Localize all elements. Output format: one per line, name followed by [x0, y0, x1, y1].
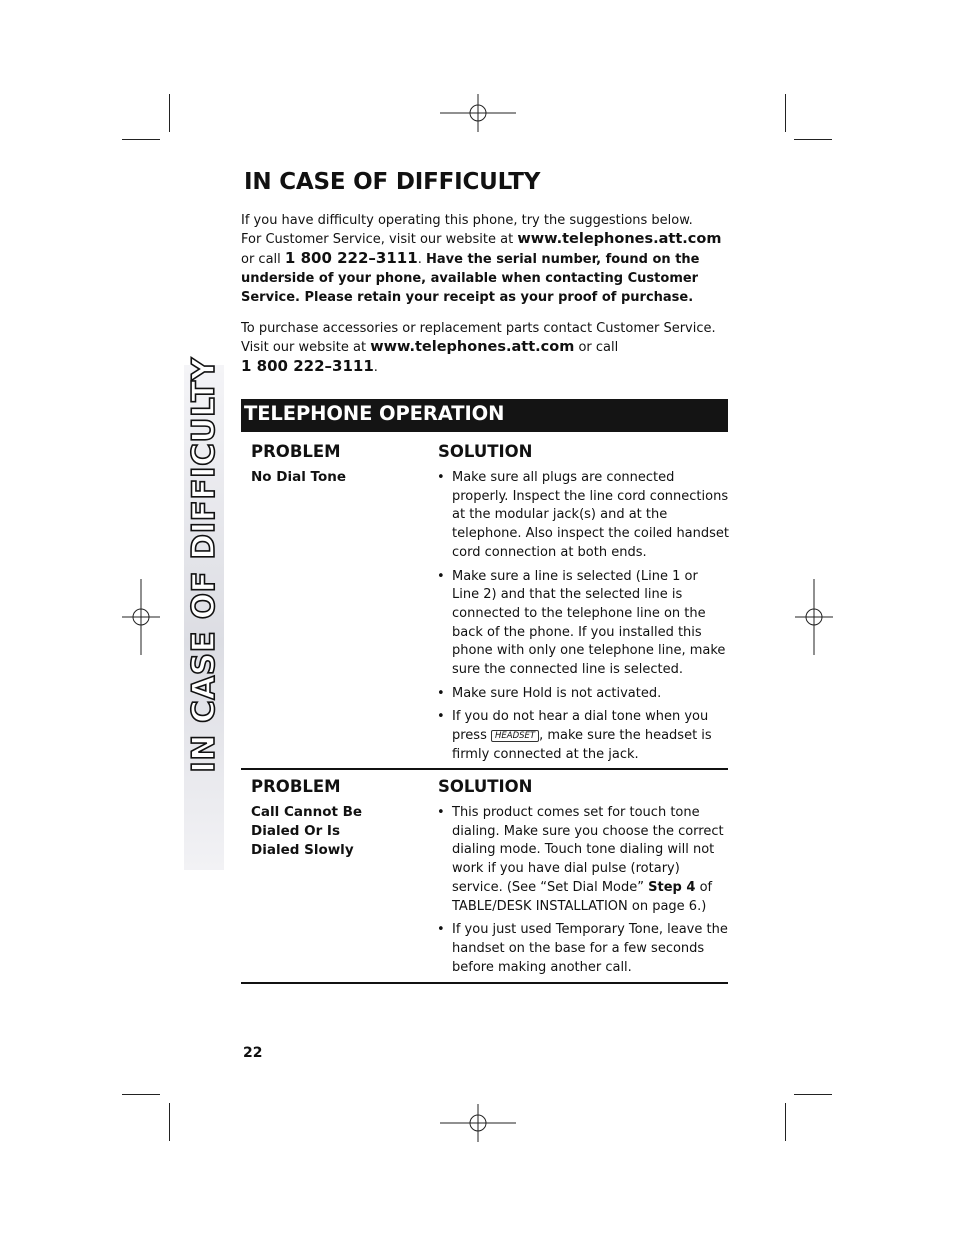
accessories-text: or call — [578, 340, 619, 355]
crop-mark — [169, 94, 170, 132]
problem-line: Dialed Or Is — [251, 823, 340, 839]
crop-mark — [169, 1103, 170, 1141]
phone-number: 1 800 222–3111 — [241, 357, 374, 375]
section-title: TELEPHONE OPERATION — [244, 402, 505, 425]
website-link[interactable]: www.telephones.att.com — [517, 231, 722, 247]
accessories-period: . — [373, 360, 378, 375]
registration-mark-icon — [440, 94, 516, 132]
solution-text: , make sure the headset is firmly connected at the jack. — [452, 728, 712, 762]
accessories-paragraph — [241, 319, 731, 377]
solution-item — [437, 804, 729, 916]
crop-mark — [794, 1094, 832, 1095]
solution-list — [437, 469, 729, 770]
intro-line: If you have difficulty operating this phone, try the suggestions below. — [241, 213, 693, 228]
page-number: 22 — [243, 1045, 263, 1061]
intro-text: For Customer Service, visit our website at — [241, 232, 514, 247]
serial-notice — [241, 249, 731, 307]
registration-mark-icon — [440, 1104, 516, 1142]
serial-notice-text: Have the serial number, found on the underside of your phone, available when contacting Customer Service. Please retain your receipt as your proof of purchase. — [241, 252, 700, 305]
solution-header: SOLUTION — [438, 442, 533, 461]
solution-item: • If you just used Temporary Tone, leave the handset on the base for a few seconds before making another call. — [437, 921, 729, 977]
accessories-line: To purchase accessories or replacement parts contact Customer Service. — [241, 321, 716, 336]
solution-header: SOLUTION — [438, 777, 533, 796]
registration-mark-icon — [795, 579, 833, 655]
page-title: IN CASE OF DIFFICULTY — [244, 169, 541, 195]
phone-number: 1 800 222–3111 — [284, 249, 418, 267]
crop-mark — [785, 1103, 786, 1141]
intro-period: . — [417, 252, 422, 267]
intro-text: or call — [241, 252, 281, 267]
accessories-line — [241, 357, 731, 377]
crop-mark — [122, 1094, 160, 1095]
problem-header: PROBLEM — [251, 442, 341, 461]
solution-item: • Make sure a line is selected (Line 1 or Line 2) and that the selected line is connected to the telephone line on the back of the phone. If you installed this phone with only one telephone line, make sure the connected line is selected. — [437, 568, 729, 680]
solution-list — [437, 804, 729, 982]
crop-mark — [122, 139, 160, 140]
accessories-text: Visit our website at — [241, 340, 367, 355]
website-link[interactable]: www.telephones.att.com — [370, 339, 575, 355]
step-reference: Step 4 — [648, 879, 696, 895]
intro-line — [241, 230, 731, 249]
problem-label — [251, 803, 426, 860]
side-tab-label: IN CASE OF DIFFICULTY — [186, 357, 222, 773]
problem-line: Call Cannot Be — [251, 804, 363, 820]
solution-text: This product comes set for touch tone dialing. Make sure you choose the correct dialing mode. Touch tone dialing will not work if you have dial pulse (rotary) service. (See “Set Dial Mode” — [452, 805, 724, 895]
solution-item: • Make sure all plugs are connected properly. Inspect the line cord connections at the modular jack(s) and at the telephone. Also inspect the coiled handset cord connection at both ends. — [437, 469, 729, 563]
registration-mark-icon — [122, 579, 160, 655]
solution-item: • Make sure Hold is not activated. — [437, 685, 729, 704]
accessories-line — [241, 338, 731, 357]
solution-item — [437, 708, 729, 764]
crop-mark — [785, 94, 786, 132]
solution-text: of TABLE/DESK INSTALLATION on page 6.) — [452, 879, 713, 914]
problem-label: No Dial Tone — [251, 469, 347, 485]
headset-key-icon: HEADSET — [491, 730, 539, 742]
row-divider — [241, 982, 728, 984]
problem-header: PROBLEM — [251, 777, 341, 796]
intro-paragraph — [241, 211, 731, 307]
row-divider — [241, 768, 728, 770]
solution-text: If you do not hear a dial tone when you press — [452, 709, 709, 744]
crop-mark — [794, 139, 832, 140]
problem-line: Dialed Slowly — [251, 842, 354, 858]
